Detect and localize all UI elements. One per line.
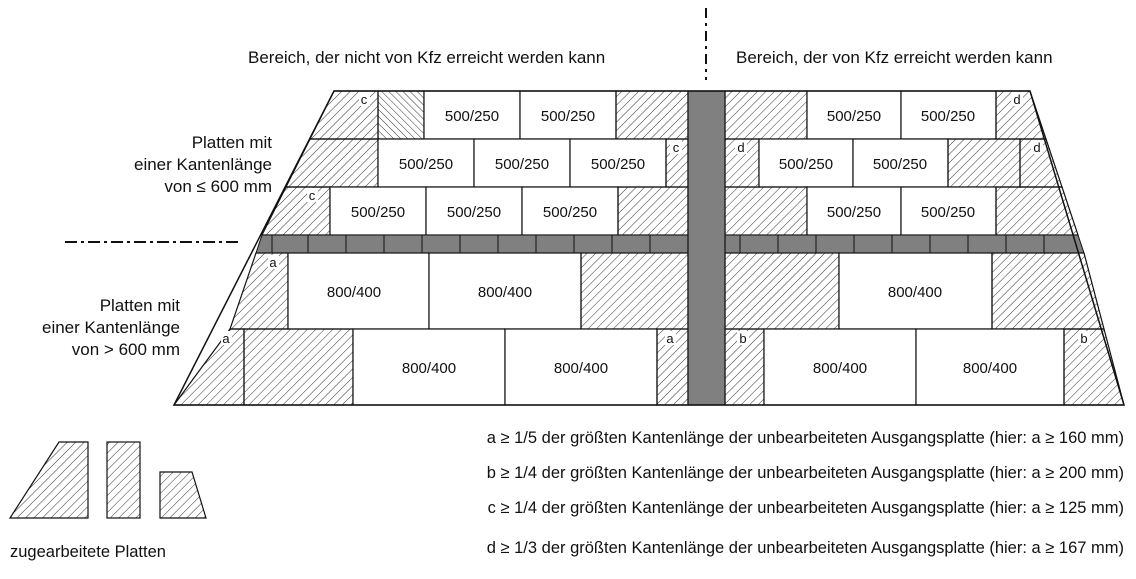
tile-label: 800/400 [812,360,868,377]
corner-letter-a: a [666,331,674,346]
tile-label: 800/400 [401,360,457,377]
tile-label: 500/250 [446,204,502,221]
edge-band [256,235,1084,253]
tile-label: 500/250 [872,156,928,173]
worked-tile-rect [107,442,140,518]
cut-tile-a [174,329,244,405]
cut-tile [378,91,424,139]
tile-label: 500/250 [826,204,882,221]
cut-tile [618,187,688,235]
tile-label: 500/250 [542,204,598,221]
legend-b: b ≥ 1/4 der größten Kantenlänge der unbearbeiteten Ausgangsplatte (hier: a ≥ 200 mm) [486,464,1124,482]
cut-tile-b [1064,329,1124,405]
corner-letter-a: a [269,255,277,270]
corner-letter-c: c [360,92,368,107]
corner-letter-b: b [739,331,747,346]
tile-label: 500/250 [350,204,406,221]
cut-tile [948,139,1020,187]
large-tiles-right [725,253,1124,405]
worked-tile-trapezoid [10,442,88,518]
tile-label: 800/400 [887,284,943,301]
cut-tile [581,253,688,329]
cut-tile [616,91,688,139]
tile-label: 500/250 [920,204,976,221]
legend-c: c ≥ 1/4 der größten Kantenlänge der unbearbeiteten Ausgangsplatte (hier: a ≥ 125 mm) [487,499,1124,517]
legend-d: d ≥ 1/3 der größten Kantenlänge der unbearbeiteten Ausgangsplatte (hier: a ≥ 167 mm) [486,539,1124,557]
corner-letter-d: d [737,140,745,155]
legend-a: a ≥ 1/5 der größten Kantenlänge der unbearbeiteten Ausgangsplatte (hier: a ≥ 160 mm) [486,429,1124,447]
side-label-large-3: von > 600 mm [71,340,180,359]
tile-label: 500/250 [826,108,882,125]
tile-label: 500/250 [590,156,646,173]
tile-label: 500/250 [398,156,454,173]
tile-label: 800/400 [326,284,382,301]
cut-tile [992,253,1104,329]
tile-label: 500/250 [494,156,550,173]
corner-letter-d: d [1013,92,1021,107]
header-right: Bereich, der von Kfz erreicht werden kann [736,48,1053,67]
tile-label: 500/250 [444,108,500,125]
corner-letter-c: c [672,140,680,155]
side-label-small-1: Platten mit [191,133,272,152]
side-label-large-2: einer Kantenlänge [41,318,180,337]
cut-tile [244,329,353,405]
tile-label: 800/400 [553,360,609,377]
tile-label: 500/250 [778,156,834,173]
cut-tile [286,139,378,187]
side-label-small-3: von ≤ 600 mm [164,177,272,196]
cut-tile [725,187,807,235]
cut-tile [725,253,839,329]
vertical-band [688,91,725,405]
tile-label: 500/250 [920,108,976,125]
tile-label: 500/250 [540,108,596,125]
side-label-small-2: einer Kantenlänge [133,155,272,174]
worked-tiles-label: zugearbeitete Platten [10,543,166,561]
header-left: Bereich, der nicht von Kfz erreicht werden kann [248,48,606,67]
worked-tile-small [160,472,206,518]
large-tiles-left [174,253,688,405]
side-label-large-1: Platten mit [99,296,180,315]
cut-tile [725,91,807,139]
cut-tile-a [230,253,288,329]
corner-letter-a: a [222,331,230,346]
corner-letter-b: b [1080,331,1088,346]
corner-letter-d: d [1033,140,1041,155]
tile-label: 800/400 [962,360,1018,377]
corner-letter-c: c [308,188,316,203]
tile-label: 800/400 [477,284,533,301]
worked-tiles-icons [10,442,206,518]
